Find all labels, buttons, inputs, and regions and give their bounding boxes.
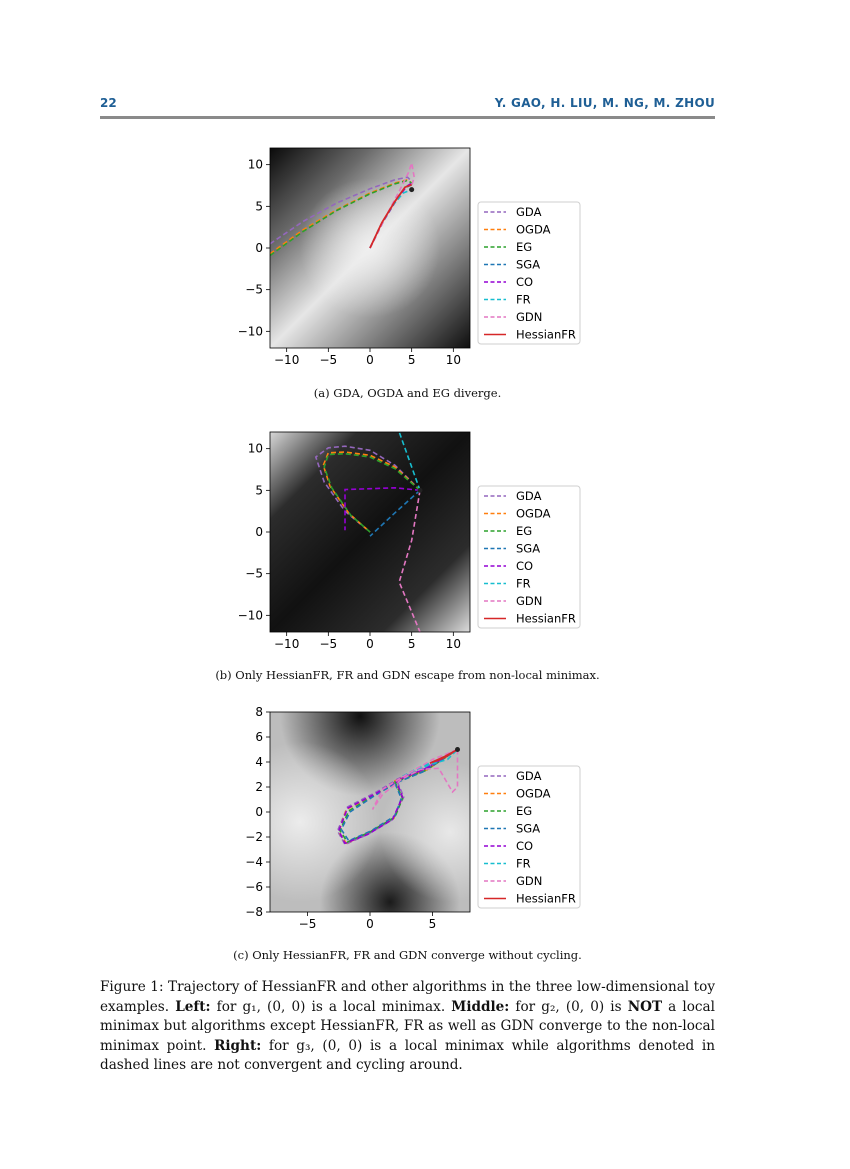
legend-label: OGDA — [516, 506, 551, 521]
legend-label: HessianFR — [516, 327, 576, 342]
legend-label: GDA — [516, 205, 542, 219]
figure-panel-b — [230, 424, 600, 664]
legend-label: CO — [516, 275, 534, 289]
y-tick-label: −5 — [245, 282, 263, 297]
page-header — [100, 96, 715, 118]
caption-prefix: Figure 1: Trajectory of HessianFR and other algorithms in the three low-dimensional toy examples. — [100, 979, 715, 1015]
x-tick-label: −10 — [274, 353, 300, 367]
legend-label: OGDA — [516, 222, 551, 237]
legend-label: SGA — [516, 821, 541, 836]
y-tick-label: 8 — [255, 705, 263, 719]
x-tick-label: 5 — [428, 917, 437, 931]
legend-label: FR — [516, 292, 531, 307]
y-tick-label: 2 — [255, 780, 263, 794]
legend — [478, 486, 580, 628]
x-tick-label: −5 — [319, 353, 338, 367]
contour-background — [270, 712, 470, 912]
x-tick-label: 10 — [445, 353, 461, 367]
legend-label: CO — [516, 559, 534, 573]
caption-panel-c: (c) Only HessianFR, FR and GDN converge without cycling. — [233, 948, 582, 962]
caption-right-text: for g₃, (0, 0) is a local minimax while algorithms denoted in dashed lines are not convergent and cycling around. — [100, 1037, 715, 1073]
legend-label: CO — [516, 839, 534, 853]
legend-label: OGDA — [516, 786, 551, 801]
y-tick-label: 4 — [255, 755, 263, 769]
caption-middle-text: for g₂, (0, 0) is — [509, 998, 628, 1015]
header-rule — [100, 116, 715, 119]
x-tick-label: 0 — [366, 353, 374, 367]
caption-right-label: Right: — [214, 1037, 262, 1054]
x-tick-label: 0 — [366, 917, 374, 931]
legend-label: EG — [516, 804, 533, 818]
y-tick-label: 10 — [247, 157, 263, 172]
caption-not-word: NOT — [627, 998, 663, 1015]
figure-caption — [100, 978, 715, 1076]
y-tick-label: 0 — [255, 805, 263, 819]
caption-left-text: for g₁, (0, 0) is a local minimax. — [210, 998, 452, 1015]
legend-label: SGA — [516, 541, 541, 556]
figure-panel-c — [230, 704, 600, 944]
x-tick-label: 5 — [407, 353, 416, 367]
y-tick-label: −10 — [237, 608, 263, 623]
x-tick-label: −5 — [298, 917, 317, 931]
y-tick-label: −10 — [237, 324, 263, 339]
legend-label: EG — [516, 240, 533, 254]
legend-label: GDN — [516, 594, 543, 608]
caption-middle-text2: a local minimax but algorithms except HessianFR, FR as well as GDN converge to the non-local minimax point. — [100, 998, 715, 1054]
y-tick-label: −5 — [245, 566, 263, 581]
legend-label: GDN — [516, 874, 543, 888]
legend-label: GDA — [516, 489, 542, 503]
legend-label: HessianFR — [516, 611, 576, 626]
caption-panel-b: (b) Only HessianFR, FR and GDN escape from non-local minimax. — [215, 668, 600, 682]
x-tick-label: −5 — [319, 637, 338, 651]
y-tick-label: −4 — [245, 855, 263, 869]
legend-label: SGA — [516, 257, 541, 272]
caption-left-label: Left: — [175, 998, 211, 1015]
y-tick-label: 5 — [255, 483, 263, 498]
end-point-marker — [418, 488, 423, 493]
y-tick-label: 0 — [255, 525, 263, 539]
legend-label: FR — [516, 576, 531, 591]
legend-label: FR — [516, 856, 531, 871]
legend-label: EG — [516, 524, 533, 538]
end-point-marker — [455, 747, 460, 752]
end-point-marker — [409, 187, 414, 192]
page-number: 22 — [100, 96, 117, 110]
legend-label: GDA — [516, 769, 542, 783]
caption-middle-label: Middle: — [451, 998, 510, 1015]
figure-panel-a — [230, 140, 600, 380]
legend-label: GDN — [516, 310, 543, 324]
caption-panel-a: (a) GDA, OGDA and EG diverge. — [313, 386, 502, 400]
x-tick-label: 0 — [366, 637, 374, 651]
y-tick-label: 0 — [255, 241, 263, 255]
y-tick-label: −2 — [245, 830, 263, 844]
legend — [478, 766, 580, 908]
x-tick-label: 5 — [407, 637, 416, 651]
legend-label: HessianFR — [516, 891, 576, 906]
y-tick-label: 10 — [247, 441, 263, 456]
y-tick-label: −8 — [245, 905, 263, 919]
running-authors: Y. GAO, H. LIU, M. NG, M. ZHOU — [494, 96, 715, 110]
x-tick-label: −10 — [274, 637, 300, 651]
y-tick-label: −6 — [245, 880, 263, 894]
y-tick-label: 6 — [255, 730, 263, 744]
legend — [478, 202, 580, 344]
y-tick-label: 5 — [255, 199, 263, 214]
x-tick-label: 10 — [445, 637, 461, 651]
